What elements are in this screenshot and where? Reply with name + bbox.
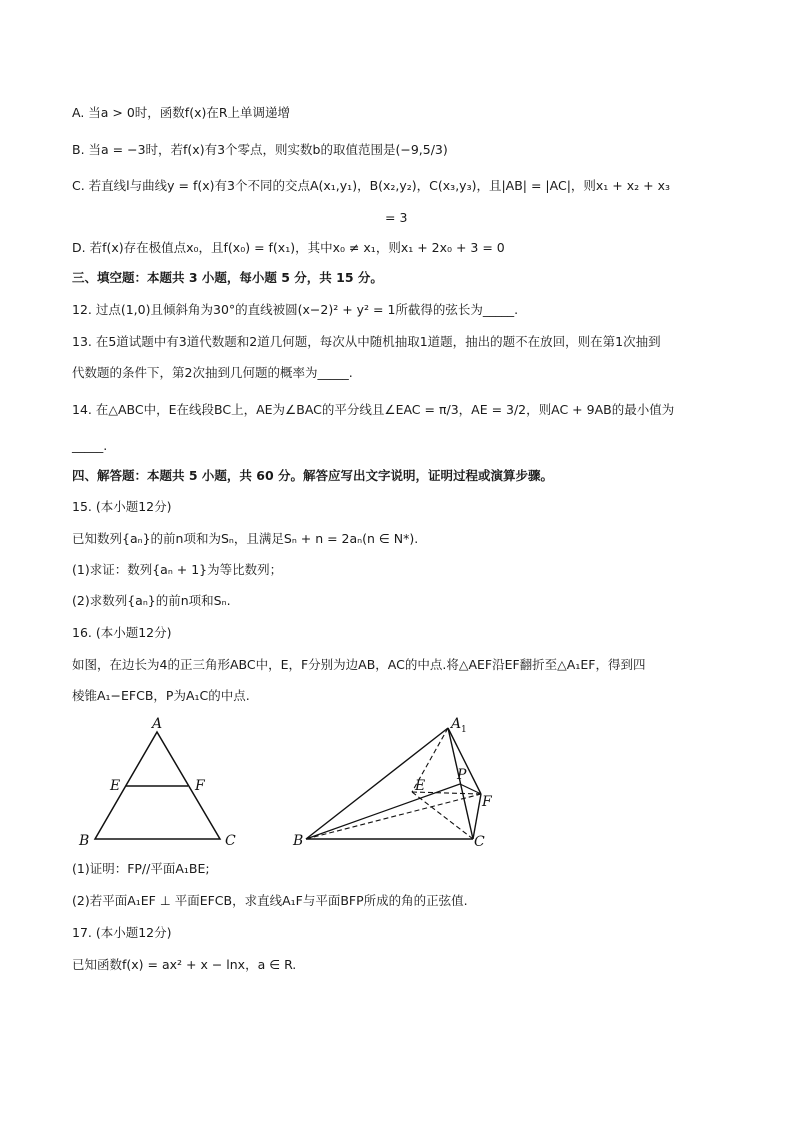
label-a: A <box>152 716 163 732</box>
question-16-part1: (1)证明：FP//平面A₁BE; <box>72 861 210 876</box>
edge-f-c <box>473 794 481 839</box>
label-e2: E <box>415 778 426 794</box>
label-f2: F <box>482 794 492 810</box>
question-14-line1: 14. 在△ABC中，E在线段BC上，AE为∠BAC的平分线且∠EAC = π/3，AE = 3/2，则AC + 9AB的最小值为 <box>72 402 675 417</box>
question-16-title: 16. (本小题12分) <box>72 625 172 640</box>
label-a1-subscript: 1 <box>461 725 467 735</box>
option-c-line2: = 3 <box>385 210 408 225</box>
label-p: P <box>457 767 467 783</box>
question-13-line2: 代数题的条件下，第2次抽到几何题的概率为_____. <box>72 365 353 380</box>
question-15-part2: (2)求数列{aₙ}的前n项和Sₙ. <box>72 593 231 608</box>
option-d: D. 若f(x)存在极值点x₀，且f(x₀) = f(x₁)，其中x₀ ≠ x₁，则x₁ + 2x₀ + 3 = 0 <box>72 240 505 255</box>
label-c: C <box>225 833 236 849</box>
section3-header: 三、填空题：本题共 3 小题，每小题 5 分，共 15 分。 <box>72 270 383 285</box>
segment-b-f <box>306 794 481 839</box>
label-f: F <box>195 778 205 794</box>
question-16-part2: (2)若平面A₁EF ⊥ 平面EFCB，求直线A₁F与平面BFP所成的角的正弦值. <box>72 893 468 908</box>
question-13-line1: 13. 在5道试题中有3道代数题和2道几何题，每次从中随机抽取1道题，抽出的题不在放回，则在第1次抽到 <box>72 334 661 349</box>
label-b2: B <box>293 833 304 849</box>
label-a1: A <box>451 716 462 732</box>
question-17-title: 17. (本小题12分) <box>72 925 172 940</box>
edge-a1-f <box>448 728 481 794</box>
section4-header: 四、解答题：本题共 5 小题，共 60 分。解答应写出文字说明，证明过程或演算步骤。 <box>72 468 554 483</box>
option-c-line1: C. 若直线l与曲线y = f(x)有3个不同的交点A(x₁,y₁)，B(x₂,y₂)，C(x₃,y₃)，且|AB| = |AC|，则x₁ + x₂ + x₃ <box>72 178 670 193</box>
question-15-stem: 已知数列{aₙ}的前n项和为Sₙ，且满足Sₙ + n = 2aₙ(n ∈ N*). <box>72 531 419 546</box>
option-b: B. 当a = −3时，若f(x)有3个零点，则实数b的取值范围是(−9,5/3) <box>72 142 448 157</box>
label-e: E <box>110 778 121 794</box>
edge-a1-b <box>306 728 448 839</box>
label-b: B <box>79 833 90 849</box>
question-15-part1: (1)求证：数列{aₙ + 1}为等比数列； <box>72 562 283 577</box>
question-16-stem-line2: 棱锥A₁−EFCB，P为A₁C的中点. <box>72 688 250 703</box>
figure-pyramid-a1efcb <box>288 712 518 852</box>
question-12: 12. 过点(1,0)且倾斜角为30°的直线被圆(x−2)² + y² = 1所截得的弦长为_____. <box>72 302 519 317</box>
question-15-title: 15. (本小题12分) <box>72 499 172 514</box>
label-c2: C <box>474 834 485 850</box>
question-17-stem: 已知函数f(x) = ax² + x − lnx，a ∈ R. <box>72 957 297 972</box>
question-16-stem-line1: 如图，在边长为4的正三角形ABC中，E，F分别为边AB，AC的中点.将△AEF沿EF翻折至△A₁EF，得到四 <box>72 657 646 672</box>
question-14-line2: _____. <box>72 438 108 453</box>
option-a: A. 当a > 0时，函数f(x)在R上单调递增 <box>72 105 291 120</box>
figure-triangle-abc <box>70 712 250 852</box>
